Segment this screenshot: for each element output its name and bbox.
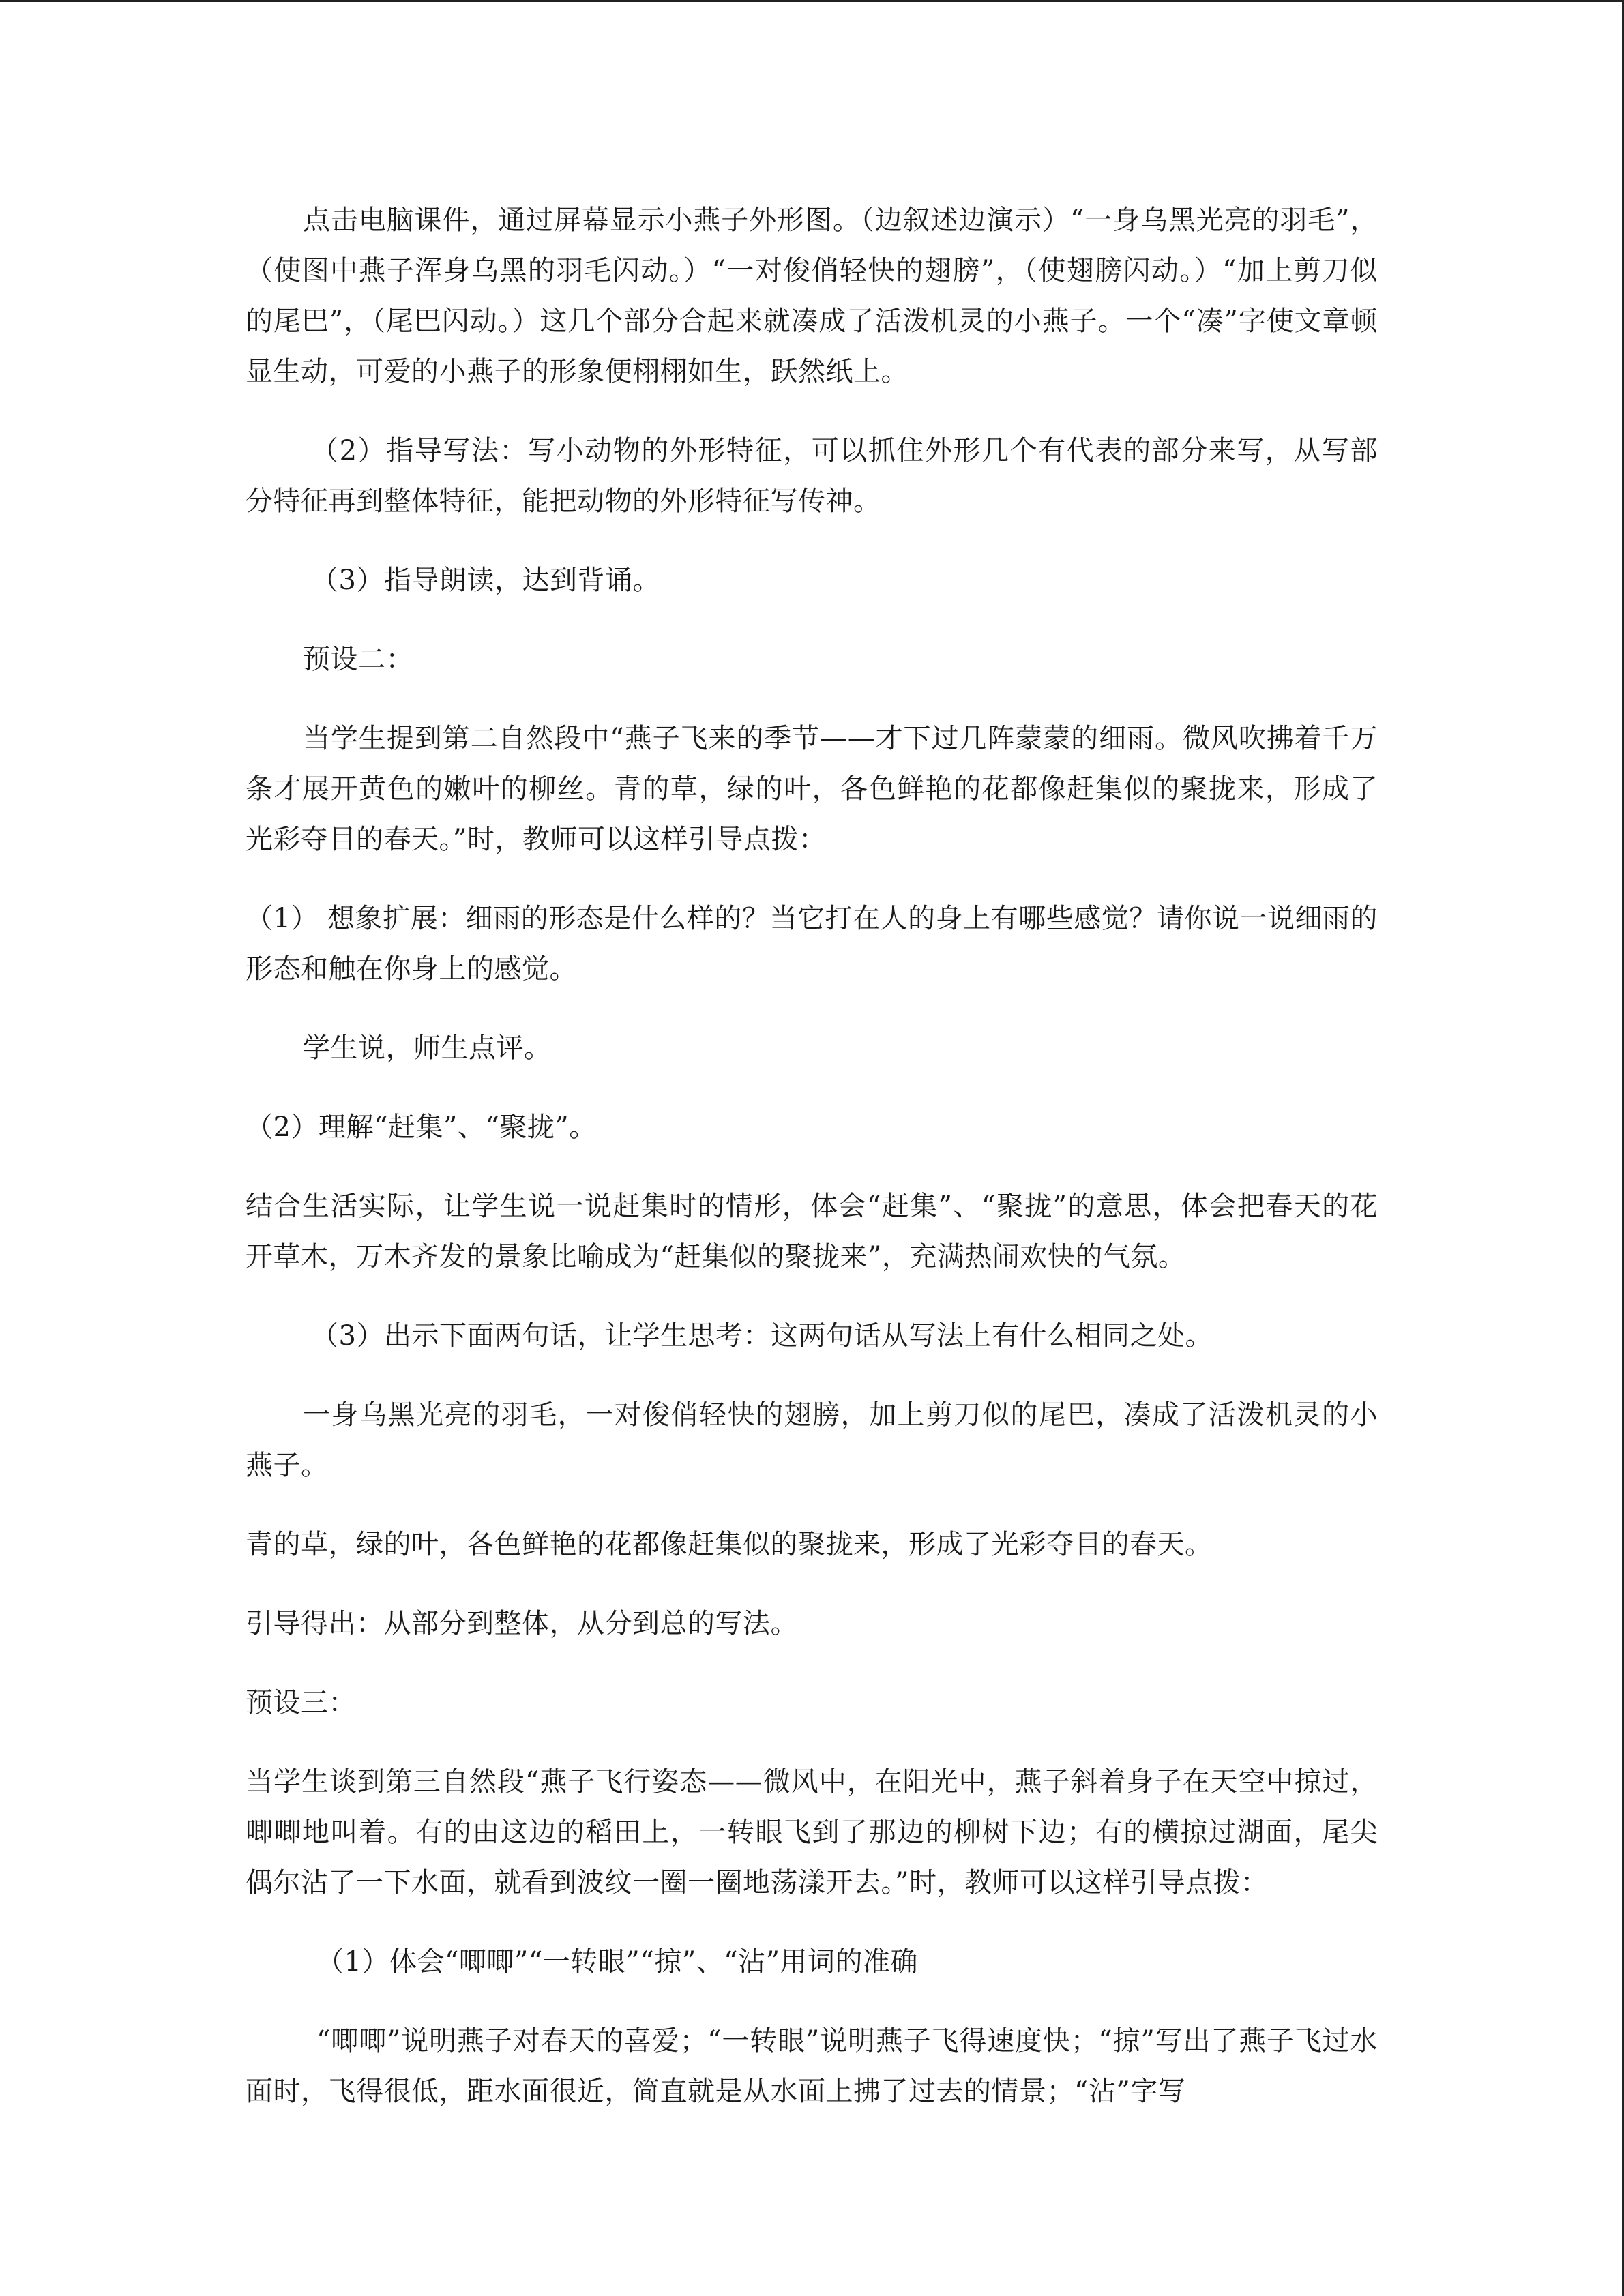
paragraph-sentence-one: 一身乌黑光亮的羽毛，一对俊俏轻快的翅膀，加上剪刀似的尾巴，凑成了活泼机灵的小燕子。 bbox=[246, 1399, 1378, 1481]
paragraph-swallow-appearance: 点击电脑课件，通过屏幕显示小燕子外形图。（边叙述边演示）“一身乌黑光亮的羽毛”，（使图中燕子浑身乌黑的羽毛闪动。）“一对俊俏轻快的翅膀”，（使翅膀闪动。）“加上剪刀似的尾巴”，（尾巴闪动。）这几个部分合起来就凑成了活泼机灵的小燕子。一个“凑”字使文章顿显生动，可爱的小燕子的形象便栩栩如生，跃然纸上。 bbox=[246, 205, 1378, 387]
paragraph-word-explanation: “唧唧”说明燕子对春天的喜爱；“一转眼”说明燕子飞得速度快；“掠”写出了燕子飞过水面时，飞得很低，距水面很近，简直就是从水面上拂了过去的情景；“沾”字写 bbox=[246, 2025, 1378, 2107]
paragraph-reading-guidance: （3）指导朗读，达到背诵。 bbox=[311, 565, 660, 596]
paragraph-word-accuracy: （1）体会“唧唧”“一转眼”“掠”、“沾”用词的准确 bbox=[316, 1946, 919, 1978]
paragraph-student-comment: 学生说，师生点评。 bbox=[303, 1032, 552, 1064]
paragraph-writing-guidance: （2）指导写法：写小动物的外形特征，可以抓住外形几个有代表的部分来写，从写部分特征再到整体特征，能把动物的外形特征写传神。 bbox=[246, 435, 1378, 517]
document-body bbox=[246, 195, 1378, 2145]
paragraph-second-section: 当学生提到第二自然段中“燕子飞来的季节——才下过几阵蒙蒙的细雨。微风吹拂着千万条才展开黄色的嫩叶的柳丝。青的草，绿的叶，各色鲜艳的花都像赶集似的聚拢来，形成了光彩夺目的春天。”时，教师可以这样引导点拨： bbox=[246, 723, 1378, 855]
list-marker: （1） bbox=[246, 903, 319, 934]
paragraph-two-sentences: （3）出示下面两句话，让学生思考：这两句话从写法上有什么相同之处。 bbox=[311, 1320, 1213, 1352]
heading-preset-three: 预设三： bbox=[246, 1687, 356, 1718]
paragraph-third-section: 当学生谈到第三自然段“燕子飞行姿态——微风中，在阳光中，燕子斜着身子在天空中掠过，唧唧地叫着。有的由这边的稻田上，一转眼飞到了那边的柳树下边；有的横掠过湖面，尾尖偶尔沾了一下水面，就看到波纹一圈一圈地荡漾开去。”时，教师可以这样引导点拨： bbox=[246, 1766, 1378, 1898]
heading-preset-two: 预设二： bbox=[303, 644, 413, 675]
paragraph-imagination bbox=[246, 893, 1378, 994]
paragraph-conclusion: 引导得出：从部分到整体，从分到总的写法。 bbox=[246, 1608, 798, 1639]
imagination-text: 想象扩展：细雨的形态是什么样的？当它打在人的身上有哪些感觉？请你说一说细雨的形态和触在你身上的感觉。 bbox=[246, 903, 1378, 985]
paragraph-real-life: 结合生活实际，让学生说一说赶集时的情形，体会“赶集”、“聚拢”的意思，体会把春天的花开草木，万木齐发的景象比喻成为“赶集似的聚拢来”，充满热闹欢快的气氛。 bbox=[246, 1191, 1378, 1272]
paragraph-understand-words: （2）理解“赶集”、“聚拢”。 bbox=[246, 1112, 597, 1143]
paragraph-sentence-two: 青的草，绿的叶，各色鲜艳的花都像赶集似的聚拢来，形成了光彩夺目的春天。 bbox=[246, 1529, 1213, 1560]
